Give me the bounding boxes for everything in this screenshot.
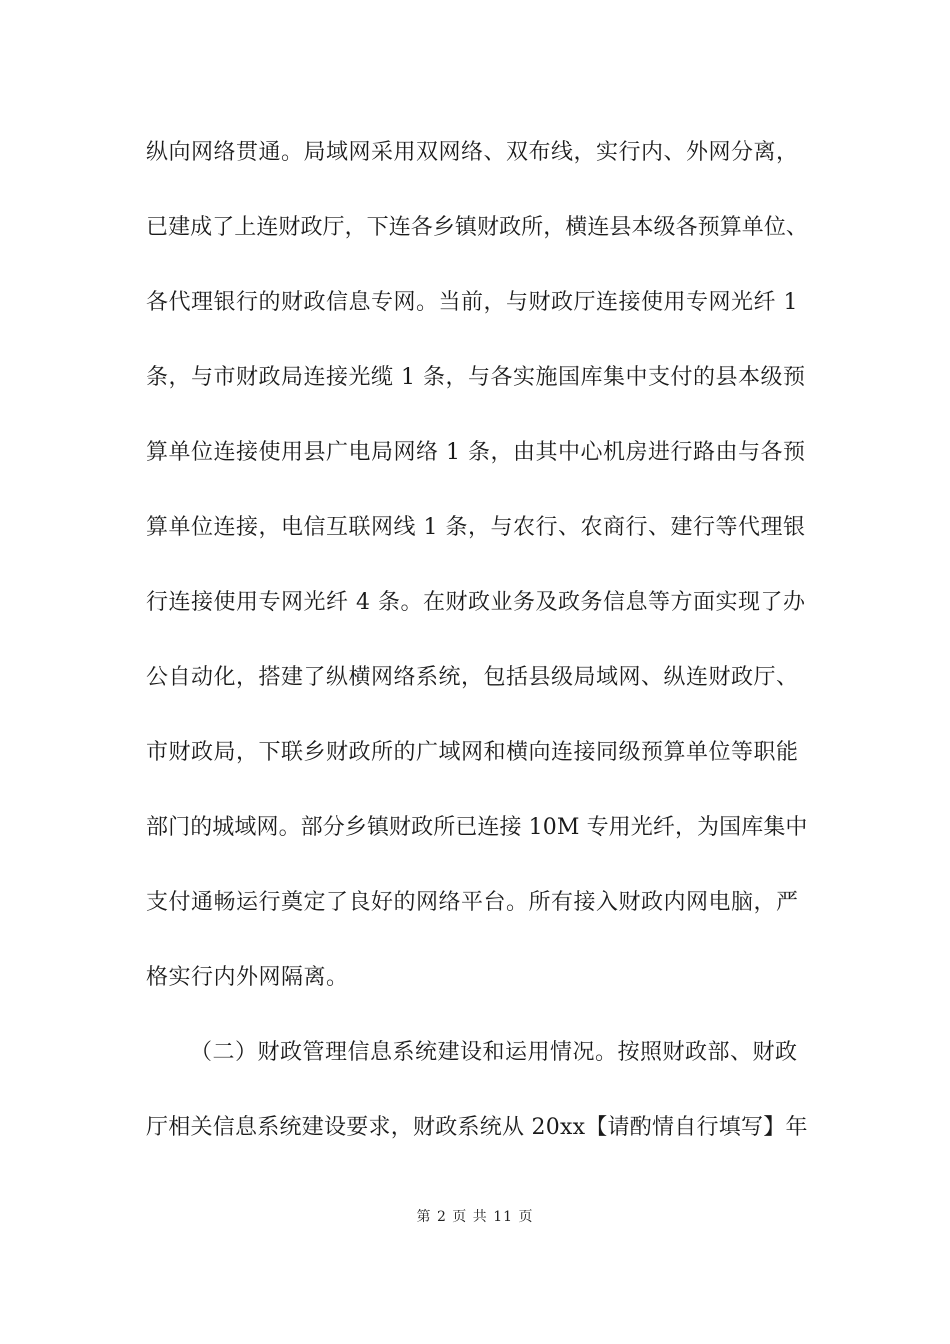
section-heading-line: （二）财政管理信息系统建设和运用情况。按照财政部、财政 [190,1040,798,1065]
body-text-line: 算单位连接使用县广电局网络 1 条，由其中心机房进行路由与各预 [146,440,806,465]
body-text-line: 算单位连接，电信互联网线 1 条，与农行、农商行、建行等代理银 [146,515,806,540]
body-text-line: 厅相关信息系统建设要求，财政系统从 20xx【请酌情自行填写】年 [146,1115,808,1140]
body-text-line: 格实行内外网隔离。 [146,965,349,990]
body-text-line: 市财政局，下联乡财政所的广域网和横向连接同级预算单位等职能 [146,740,799,765]
body-text-line: 行连接使用专网光纤 4 条。在财政业务及政务信息等方面实现了办 [146,590,806,615]
page-number-label: 第 2 页 共 11 页 [416,1209,534,1225]
body-text-line: 纵向网络贯通。局域网采用双网络、双布线，实行内、外网分离， [146,140,799,165]
body-text-line: 公自动化，搭建了纵横网络系统，包括县级局域网、纵连财政厅、 [146,665,799,690]
body-text-line: 条，与市财政局连接光缆 1 条，与各实施国库集中支付的县本级预 [146,365,806,390]
body-text-line: 支付通畅运行奠定了良好的网络平台。所有接入财政内网电脑，严 [146,890,799,915]
body-text-line: 部门的城域网。部分乡镇财政所已连接 10M 专用光纤，为国库集中 [146,815,808,840]
body-text-line: 已建成了上连财政厅，下连各乡镇财政所，横连县本级各预算单位、 [146,215,809,240]
body-text-line: 各代理银行的财政信息专网。当前，与财政厅连接使用专网光纤 1 [146,290,798,315]
page-footer [0,1208,950,1226]
